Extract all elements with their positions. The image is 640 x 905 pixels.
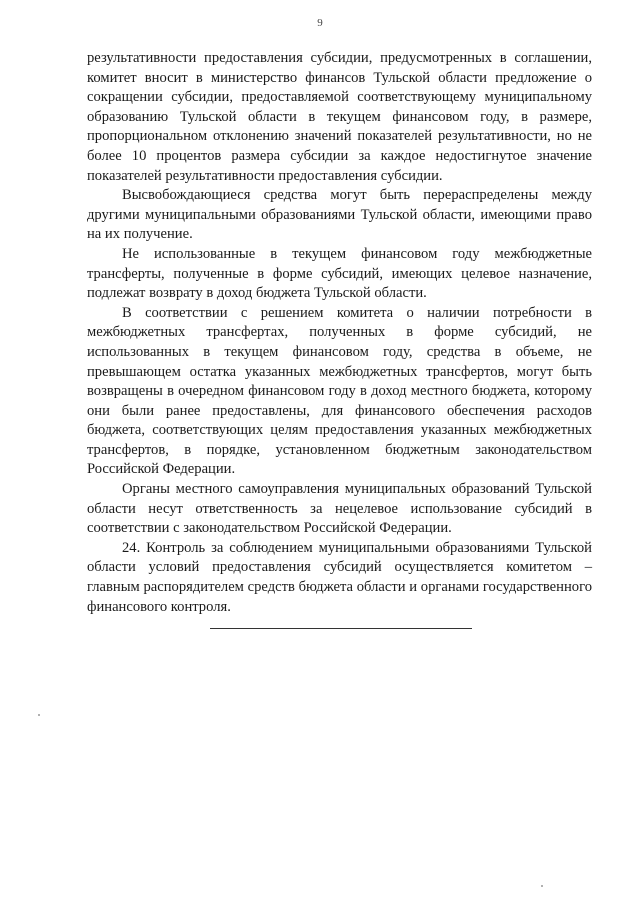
end-of-text-rule (210, 628, 472, 629)
scan-speck (541, 885, 543, 887)
paragraph-subsidy-reduction: результативности предоставления субсидии, предусмотренных в соглашении, комитет вносит в министерство финансов Тульской области предложение о сокращении субсидии, предоставляемой соответствующему муниципальному образованию Тульской области в текущем финансовом году, в размере, пропорциональном отклонению значений показателей результативности, но не более 10 процентов размера субсидии за каждое недостигнутое значение показателей результативности предоставления субсидии. (87, 50, 592, 184)
page-number: 9 (317, 17, 323, 29)
paragraph-unused-transfers-return: Не использованные в текущем финансовом году межбюджетные трансферты, полученные в форме субсидий, имеющих целевое назначение, подлежат возврату в доход бюджета Тульской области. (87, 245, 592, 302)
paragraph-committee-decision: В соответствии с решением комитета о наличии потребности в межбюджетных трансфертах, полученных в форме субсидий, не использованных в текущем финансовом году, средства в объеме, не превышающем остатка указанных межбюджетных трансфертов, могут быть возвращены в очередном финансовом году в доход местного бюджета, которому они были ранее предоставлены, для финансового обеспечения расходов бюджета, соответствующих целям предоставления указанных межбюджетных трансфертов, в порядке, установленном бюджетным законодательством Российской Федерации. (87, 304, 592, 478)
document-body (87, 49, 592, 617)
scan-speck (38, 714, 40, 716)
paragraph-item-24-control: 24. Контроль за соблюдением муниципальными образованиями Тульской области условий предоставления субсидий осуществляется комитетом – главным распорядителем средств бюджета области и органами государственного финансового контроля. (87, 539, 592, 615)
paragraph-local-government-responsibility: Органы местного самоуправления муниципальных образований Тульской области несут ответственность за нецелевое использование субсидий в соответствии с законодательством Российской Федерации. (87, 481, 592, 537)
paragraph-freed-funds: Высвобождающиеся средства могут быть перераспределены между другими муниципальными образованиями Тульской области, имеющими право на их получение. (87, 187, 592, 243)
